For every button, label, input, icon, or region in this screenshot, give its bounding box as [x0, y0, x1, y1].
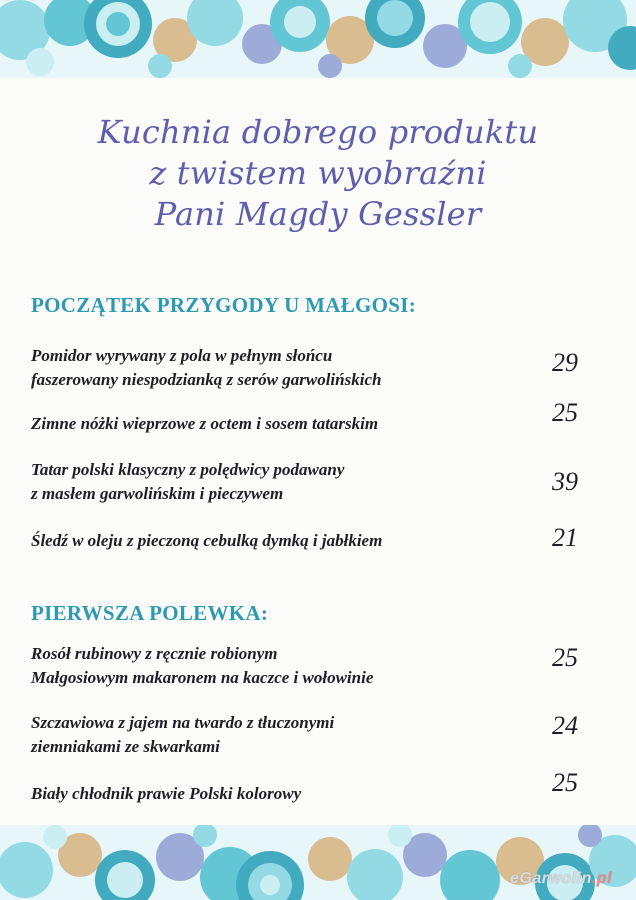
menu-title-line-1: Kuchnia dobrego produktu — [97, 113, 539, 151]
menu-item-line: Szczawiowa z jajem na twardo z tłuczonymi — [31, 713, 335, 732]
menu-item-line: Tatar polski klasyczny z polędwicy podawany — [31, 460, 345, 479]
section-heading-starters: POCZĄTEK PRZYGODY U MAŁGOSI: — [31, 293, 417, 317]
menu-item-price: 29 — [552, 348, 578, 377]
watermark-main: eGarwolin — [510, 870, 592, 887]
menu-item-line: ziemniakami ze skwarkami — [31, 737, 220, 756]
menu-item-line: faszerowany niespodzianką z serów garwolińskich — [31, 370, 382, 389]
watermark-accent: .pl — [591, 870, 613, 887]
menu-item — [31, 711, 631, 759]
menu-item-price: 25 — [552, 643, 578, 672]
menu-item-line: Rosół rubinowy z ręcznie robionym — [31, 644, 278, 663]
watermark — [510, 870, 612, 888]
menu-item-line: Biały chłodnik prawie Polski kolorowy — [31, 784, 302, 803]
menu-title-line-2: z twistem wyobraźni — [149, 154, 487, 192]
menu-item — [31, 458, 631, 506]
menu-item-price: 25 — [552, 768, 578, 797]
floral-border-bottom-icon — [0, 825, 636, 900]
floral-border-top — [0, 0, 636, 78]
menu-item-price: 25 — [552, 398, 578, 427]
menu-item-line: Pomidor wyrywany z pola w pełnym słońcu — [31, 346, 333, 365]
menu-item-price: 24 — [552, 711, 578, 740]
menu-item — [31, 523, 631, 553]
section-heading-soups: PIERWSZA POLEWKA: — [31, 601, 269, 625]
menu-item-price: 21 — [552, 523, 578, 552]
floral-border-top-icon — [0, 0, 636, 78]
menu-item — [31, 642, 631, 690]
menu-item-line: Śledź w oleju z pieczoną cebulką dymką i jabłkiem — [31, 531, 383, 550]
menu-title-line-3: Pani Magdy Gessler — [154, 195, 482, 233]
menu-item — [31, 398, 631, 436]
menu-item-line: Zimne nóżki wieprzowe z octem i sosem tatarskim — [31, 414, 379, 433]
menu-item-price: 39 — [552, 467, 578, 496]
menu-item — [31, 344, 631, 392]
menu-title — [0, 112, 636, 235]
floral-border-bottom — [0, 825, 636, 900]
menu-item-line: z masłem garwolińskim i pieczywem — [31, 484, 284, 503]
menu-item-line: Małgosiowym makaronem na kaczce i wołowinie — [31, 668, 374, 687]
menu-item — [31, 768, 631, 806]
